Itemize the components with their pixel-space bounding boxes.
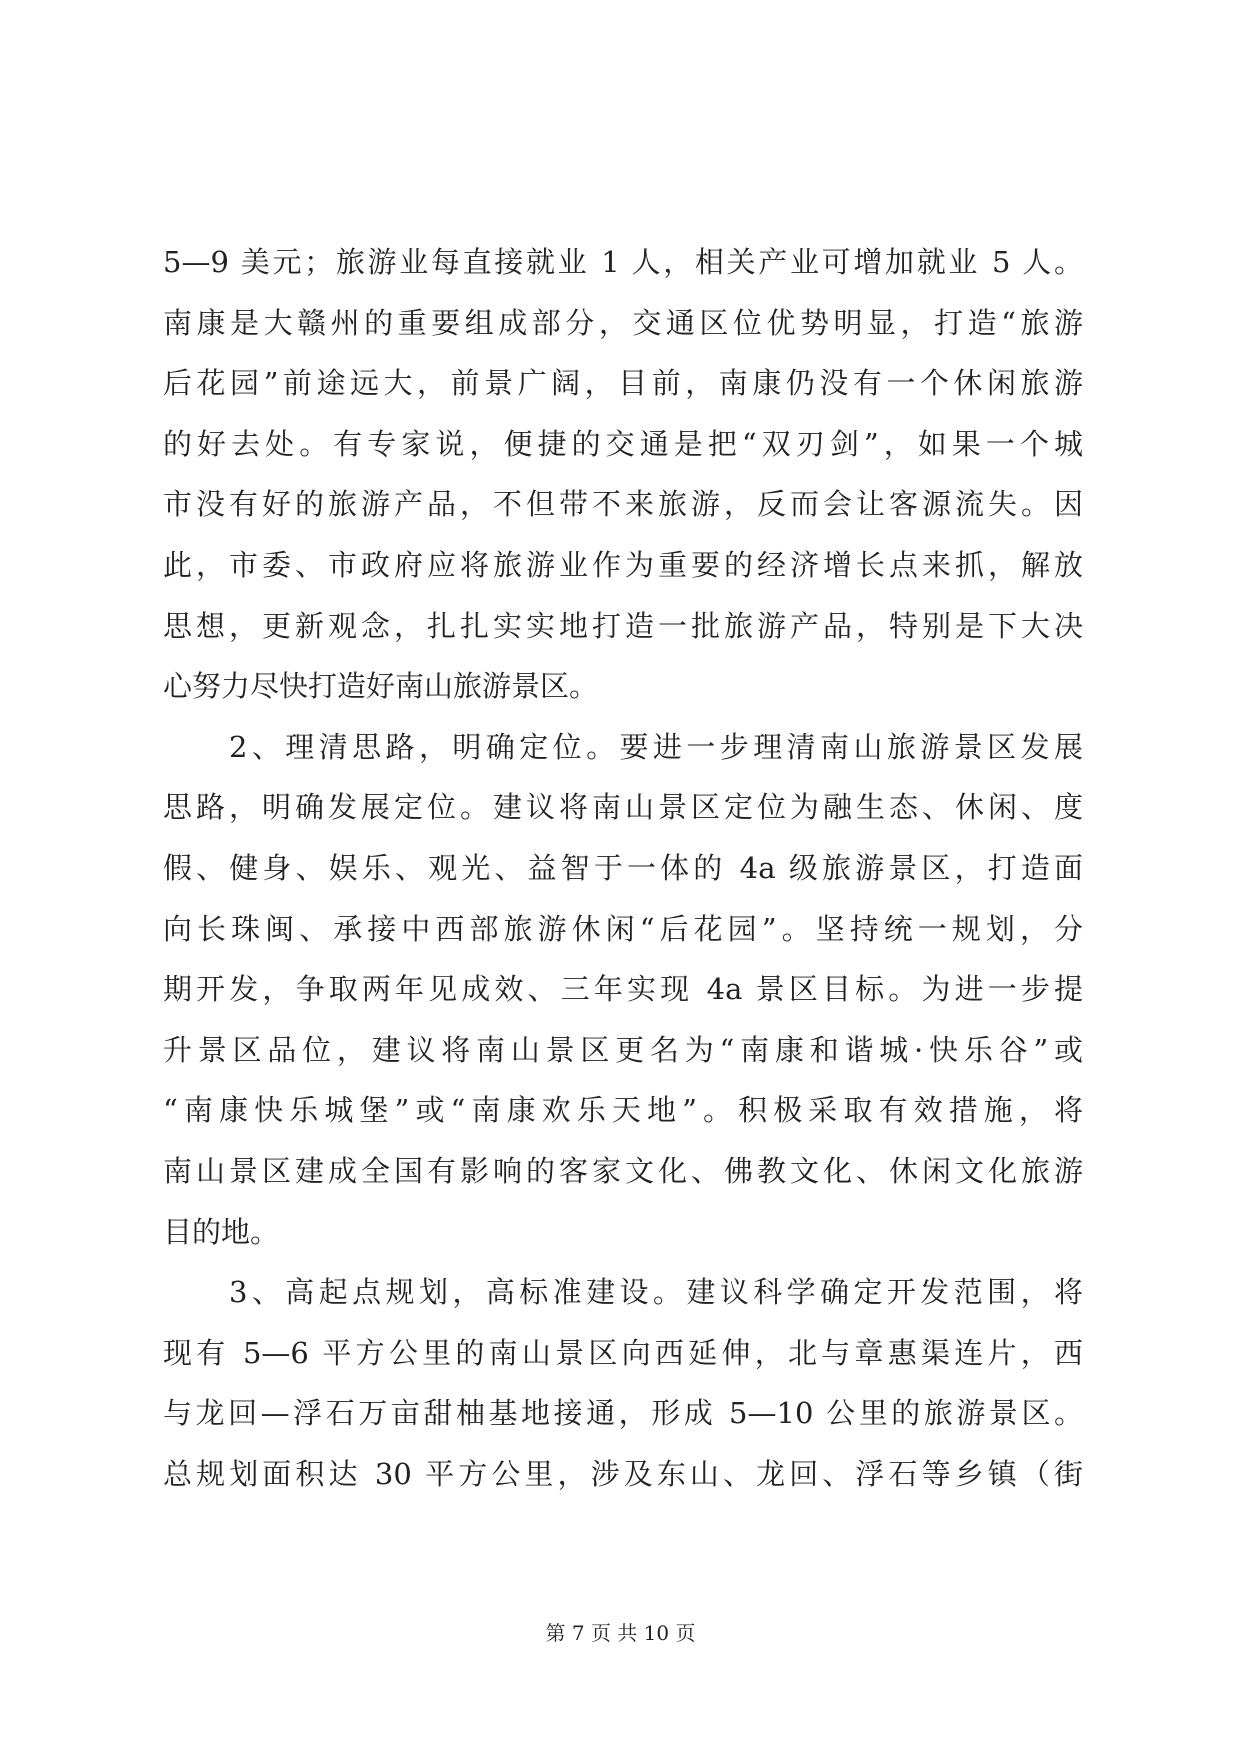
page-footer: 第 7 页 共 10 页 (545, 1621, 696, 1645)
text-line: 目的地。 (163, 1214, 280, 1249)
text-line: “南康快乐城堡”或“南康欢乐天地”。积极采取有效措施，将 (163, 1093, 1083, 1128)
text-line: 后花园”前途远大，前景广阔，目前，南康仍没有一个休闲旅游 (163, 366, 1083, 401)
text-line: 思路，明确发展定位。建议将南山景区定位为融生态、休闲、度 (163, 790, 1083, 825)
text-line: 南山景区建成全国有影响的客家文化、佛教文化、休闲文化旅游 (163, 1153, 1083, 1188)
text-line: 思想，更新观念，扎扎实实地打造一批旅游产品，特别是下大决 (163, 608, 1083, 643)
text-line: 南康是大赣州的重要组成部分，交通区位优势明显，打造“旅游 (163, 305, 1083, 340)
text-line: 此，市委、市政府应将旅游业作为重要的经济增长点来抓，解放 (163, 547, 1083, 582)
text-line: 心努力尽快打造好南山旅游景区。 (163, 669, 599, 704)
text-line: 5—9 美元；旅游业每直接就业 1 人，相关产业可增加就业 5 人。 (163, 245, 1083, 279)
text-line: 现有 5—6 平方公里的南山景区向西延伸，北与章惠渠连片，西 (163, 1335, 1083, 1370)
text-line: 升景区品位，建议将南山景区更名为“南康和谐城·快乐谷”或 (163, 1032, 1083, 1067)
text-line: 的好去处。有专家说，便捷的交通是把“双刃剑”，如果一个城 (163, 426, 1083, 461)
paragraph-first-line: 3、高起点规划，高标准建设。建议科学确定开发范围，将 (229, 1275, 1083, 1310)
text-line: 与龙回—浮石万亩甜柚基地接通，形成 5—10 公里的旅游景区。 (163, 1396, 1083, 1431)
text-line: 向长珠闽、承接中西部旅游休闲“后花园”。坚持统一规划，分 (163, 911, 1083, 946)
text-line: 总规划面积达 30 平方公里，涉及东山、龙回、浮石等乡镇（街 (163, 1456, 1083, 1491)
text-line: 期开发，争取两年见成效、三年实现 4a 景区目标。为进一步提 (163, 972, 1083, 1007)
paragraph-first-line: 2、理清思路，明确定位。要进一步理清南山旅游景区发展 (229, 729, 1083, 764)
document-body (163, 232, 1083, 1504)
text-line: 市没有好的旅游产品，不但带不来旅游，反而会让客源流失。因 (163, 487, 1083, 522)
text-line: 假、健身、娱乐、观光、益智于一体的 4a 级旅游景区，打造面 (163, 850, 1083, 885)
